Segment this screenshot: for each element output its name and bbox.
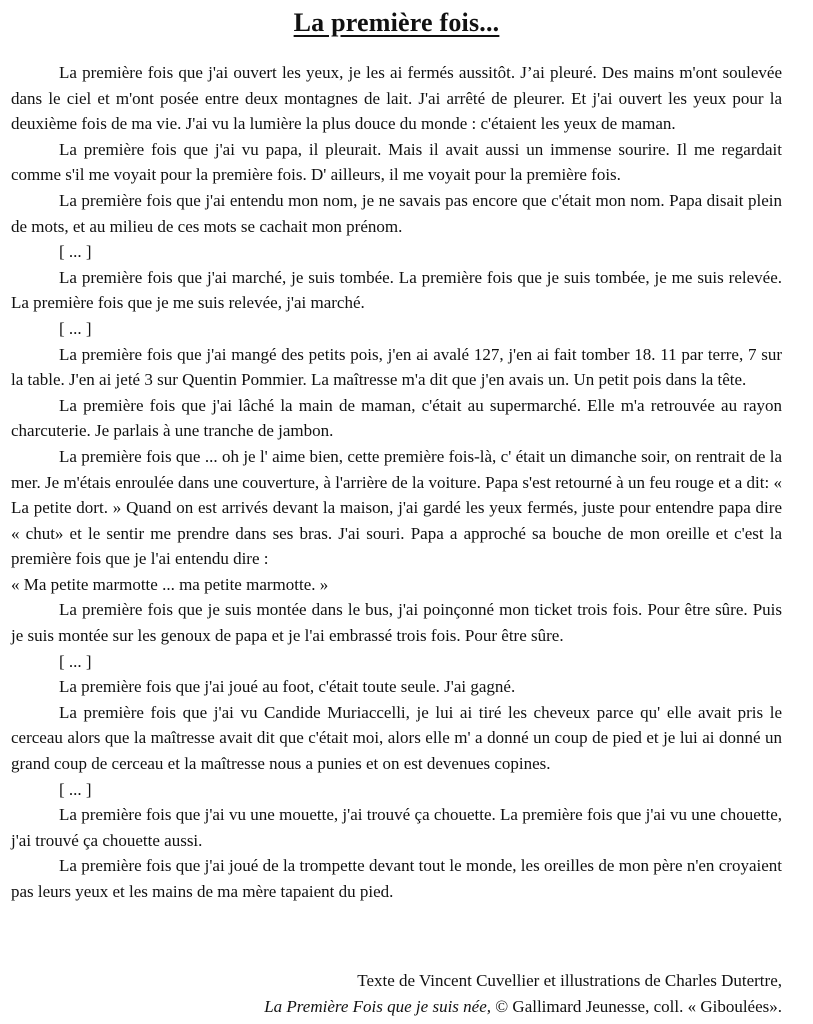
paragraph-bus: La première fois que je suis montée dans le bus, j'ai poinçonné mon ticket trois fois. Pour être sûre. Puis je suis montée sur les genoux de papa et je l'ai embrassé trois fois. Pour être sûre. [11, 600, 782, 646]
paragraph-mouette: La première fois que j'ai vu une mouette, j'ai trouvé ça chouette. La première fois que j'ai vu une chouette, j'ai trouvé ça chouette aussi. [11, 805, 782, 850]
paragraph-name: La première fois que j'ai entendu mon nom, je ne savais pas encore que c'était mon nom. Papa disait plein de mots, et au milieu de ces mots se cachait mon prénom. [11, 190, 782, 236]
paragraph-trompette: La première fois que j'ai joué de la trompette devant tout le monde, les oreilles de mon père n'en croyaient pas leurs yeux et les mains de ma mère tapaient du pied. [11, 856, 782, 901]
credits-publication [264, 994, 782, 1020]
source-credits [264, 968, 782, 1019]
omission-marker: [ ... ] [59, 242, 92, 262]
paragraph-marmotte: « Ma petite marmotte ... ma petite marmotte. » [11, 574, 329, 594]
paragraph-birth: La première fois que j'ai ouvert les yeux, je les ai fermés aussitôt. J’ai pleuré. Des mains m'ont soulevée dans le ciel et m'ont posée entre deux montagnes de lait. J'ai arrêté de pleurer. Et j'ai ouvert les yeux pour la deuxième fois de ma vie. J'ai vu la lumière la plus douce du monde : c'étaient les yeux de maman. [11, 63, 782, 134]
paragraph-foot: La première fois que j'ai joué au foot, c'était toute seule. J'ai gagné. [59, 677, 516, 697]
paragraph-peas: La première fois que j'ai mangé des petits pois, j'en ai avalé 127, j'en ai fait tomber 18. 11 par terre, 7 sur la table. J'en ai jeté 3 sur Quentin Pommier. La maîtresse m'a dit que j'en avais un. Un petit pois dans la tête. [11, 344, 782, 390]
document-page [11, 0, 782, 905]
paragraph-papa: La première fois que j'ai vu papa, il pleurait. Mais il avait aussi un immense sourire. Il me regardait comme s'il me voyait pour la première fois. D' ailleurs, il me voyait pour la première fois. [11, 139, 782, 185]
text-body [11, 60, 782, 905]
publisher: © Gallimard Jeunesse, coll. « Giboulées». [495, 996, 782, 1016]
paragraph-sunday: La première fois que ... oh je l' aime bien, cette première fois-là, c' était un dimanche soir, on rentrait de la mer. Je m'étais enroulée dans une couverture, à l'arrière de la voiture. Papa s'est retourné à un feu rouge et a dit: « La petite dort. » Quand on est arrivés devant la maison, j'ai gardé les yeux fermés, juste pour entendre papa dire « chut» et le sentir me prendre dans ses bras. J'ai souri. Papa a approché sa bouche de mon oreille et c'est la première fois que je l'ai entendu dire : [11, 446, 782, 569]
paragraph-walk: La première fois que j'ai marché, je suis tombée. La première fois que je suis tombée, je me suis relevée. La première fois que je me suis relevée, j'ai marché. [11, 267, 782, 313]
page-title: La première fois... [293, 8, 500, 37]
credits-authors: Texte de Vincent Cuvellier et illustrations de Charles Dutertre, [357, 971, 782, 990]
paragraph-candide: La première fois que j'ai vu Candide Muriaccelli, je lui ai tiré les cheveux parce qu' elle avait pris le cerceau alors que la maîtresse avait dit que c'était moi, alors elle m' a donné un coup de pied et je lui ai donné un grand coup de cerceau et la maîtresse nous a punies et on est devenues copines. [11, 702, 782, 774]
omission-marker: [ ... ] [59, 318, 92, 338]
book-title: La Première Fois que je suis née, [264, 996, 491, 1016]
omission-marker: [ ... ] [59, 779, 92, 799]
paragraph-supermarket: La première fois que j'ai lâché la main de maman, c'était au supermarché. Elle m'a retrouvée au rayon charcuterie. Je parlais à une tranche de jambon. [11, 395, 782, 441]
omission-marker: [ ... ] [59, 651, 92, 671]
